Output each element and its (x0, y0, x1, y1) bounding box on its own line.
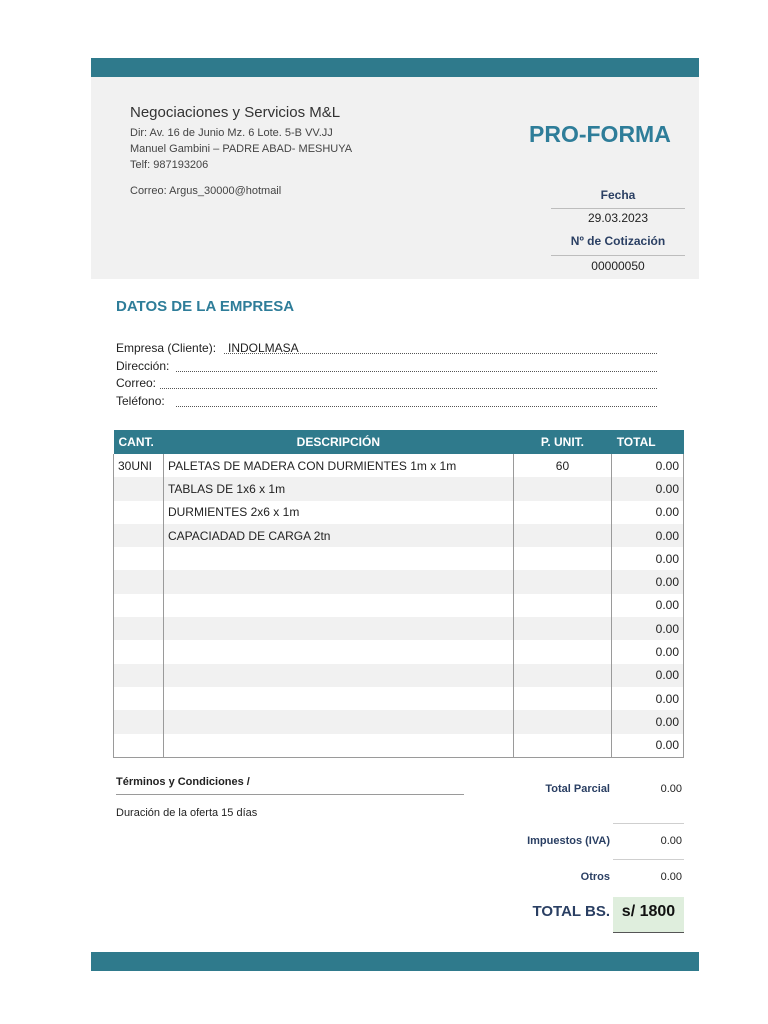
cell-description (163, 710, 513, 733)
client-phone-label: Teléfono: (116, 394, 165, 408)
bottom-accent-bar (91, 952, 699, 971)
table-row (114, 454, 684, 477)
tax-value: 0.00 (660, 835, 682, 847)
subtotal-label: Total Parcial (545, 783, 610, 795)
cell-quantity (114, 570, 164, 593)
cell-unit-price (513, 734, 611, 758)
client-company-value: INDOLMASA (228, 341, 299, 355)
table-row (114, 524, 684, 547)
cell-description (163, 640, 513, 663)
cell-total: 0.00 (612, 664, 684, 687)
cell-total: 0.00 (612, 477, 684, 500)
client-email-line (160, 388, 657, 389)
table-row (114, 477, 684, 500)
cell-unit-price (513, 501, 611, 524)
subtotal-divider (613, 823, 684, 824)
cell-total: 0.00 (612, 594, 684, 617)
terms-text: Duración de la oferta 15 días (116, 807, 258, 819)
cell-unit-price (513, 477, 611, 500)
client-address-label: Dirección: (116, 359, 170, 373)
quote-number-value: 00000050 (591, 259, 645, 273)
other-label: Otros (580, 871, 610, 883)
company-phone: Telf: 987193206 (130, 159, 209, 171)
table-row (114, 501, 684, 524)
client-phone-line (176, 406, 657, 407)
cell-quantity (114, 547, 164, 570)
company-contact: Manuel Gambini – PADRE ABAD- MESHUYA (130, 143, 353, 155)
cell-quantity (114, 477, 164, 500)
tax-divider (613, 859, 684, 860)
client-company-label: Empresa (Cliente): (116, 341, 217, 355)
table-row (114, 734, 684, 758)
document-title: PRO-FORMA (529, 121, 671, 147)
tax-label: Impuestos (IVA) (527, 835, 610, 847)
cell-description: PALETAS DE MADERA CON DURMIENTES 1m x 1m (163, 454, 513, 477)
table-row (114, 710, 684, 733)
cell-description (163, 594, 513, 617)
cell-total: 0.00 (612, 547, 684, 570)
cell-description (163, 664, 513, 687)
quote-number-label: Nº de Cotización (570, 234, 666, 248)
cell-unit-price (513, 594, 611, 617)
top-accent-bar (91, 58, 699, 77)
client-section-title: DATOS DE LA EMPRESA (116, 298, 295, 315)
date-divider (551, 208, 685, 209)
cell-total: 0.00 (612, 710, 684, 733)
cell-quantity (114, 640, 164, 663)
table-row (114, 664, 684, 687)
terms-divider (116, 794, 464, 795)
cell-quantity (114, 710, 164, 733)
cell-quantity (114, 501, 164, 524)
cell-total: 0.00 (612, 454, 684, 477)
cell-description (163, 570, 513, 593)
client-email-label: Correo: (116, 376, 157, 390)
client-address-line (176, 371, 657, 372)
company-address: Dir: Av. 16 de Junio Mz. 6 Lote. 5-B VV.JJ (130, 127, 333, 139)
cell-unit-price: 60 (513, 454, 611, 477)
cell-description: TABLAS DE 1x6 x 1m (163, 477, 513, 500)
quote-divider (551, 255, 685, 256)
table-row (114, 570, 684, 593)
table-row (114, 617, 684, 640)
column-header-quantity: CANT. (114, 430, 164, 454)
date-label: Fecha (600, 188, 636, 202)
document-header (91, 77, 699, 279)
table-row (114, 547, 684, 570)
cell-quantity (114, 524, 164, 547)
cell-total: 0.00 (612, 734, 684, 758)
cell-total: 0.00 (612, 524, 684, 547)
cell-description (163, 687, 513, 710)
cell-description (163, 734, 513, 758)
column-header-description: DESCRIPCIÓN (163, 430, 513, 454)
cell-total: 0.00 (612, 687, 684, 710)
cell-total: 0.00 (612, 640, 684, 663)
cell-total: 0.00 (612, 570, 684, 593)
terms-title: Términos y Condiciones / (116, 776, 250, 788)
cell-unit-price (513, 524, 611, 547)
cell-quantity (114, 617, 164, 640)
table-row (114, 594, 684, 617)
cell-total: 0.00 (612, 617, 684, 640)
table-row (114, 640, 684, 663)
column-header-unit-price: P. UNIT. (513, 430, 611, 454)
client-company-line (224, 353, 657, 354)
cell-quantity (114, 734, 164, 758)
grand-total-box (613, 897, 684, 933)
grand-total-label: TOTAL BS. (532, 903, 610, 920)
cell-quantity (114, 664, 164, 687)
cell-unit-price (513, 664, 611, 687)
cell-unit-price (513, 617, 611, 640)
cell-description (163, 547, 513, 570)
company-email: Correo: Argus_30000@hotmail (130, 185, 282, 197)
column-header-total: TOTAL (612, 430, 684, 454)
cell-description (163, 617, 513, 640)
items-table (113, 430, 684, 758)
cell-total: 0.00 (612, 501, 684, 524)
cell-quantity (114, 687, 164, 710)
cell-unit-price (513, 640, 611, 663)
cell-unit-price (513, 570, 611, 593)
company-name: Negociaciones y Servicios M&L (130, 104, 341, 121)
cell-description: CAPACIADAD DE CARGA 2tn (163, 524, 513, 547)
cell-description: DURMIENTES 2x6 x 1m (163, 501, 513, 524)
cell-unit-price (513, 710, 611, 733)
table-header-row (114, 430, 684, 454)
date-value: 29.03.2023 (587, 211, 649, 225)
subtotal-value: 0.00 (660, 783, 682, 795)
table-row (114, 687, 684, 710)
cell-unit-price (513, 687, 611, 710)
cell-unit-price (513, 547, 611, 570)
cell-quantity (114, 594, 164, 617)
other-value: 0.00 (660, 871, 682, 883)
grand-total-value: s/ 1800 (621, 903, 676, 920)
cell-quantity: 30UNI (114, 454, 164, 477)
